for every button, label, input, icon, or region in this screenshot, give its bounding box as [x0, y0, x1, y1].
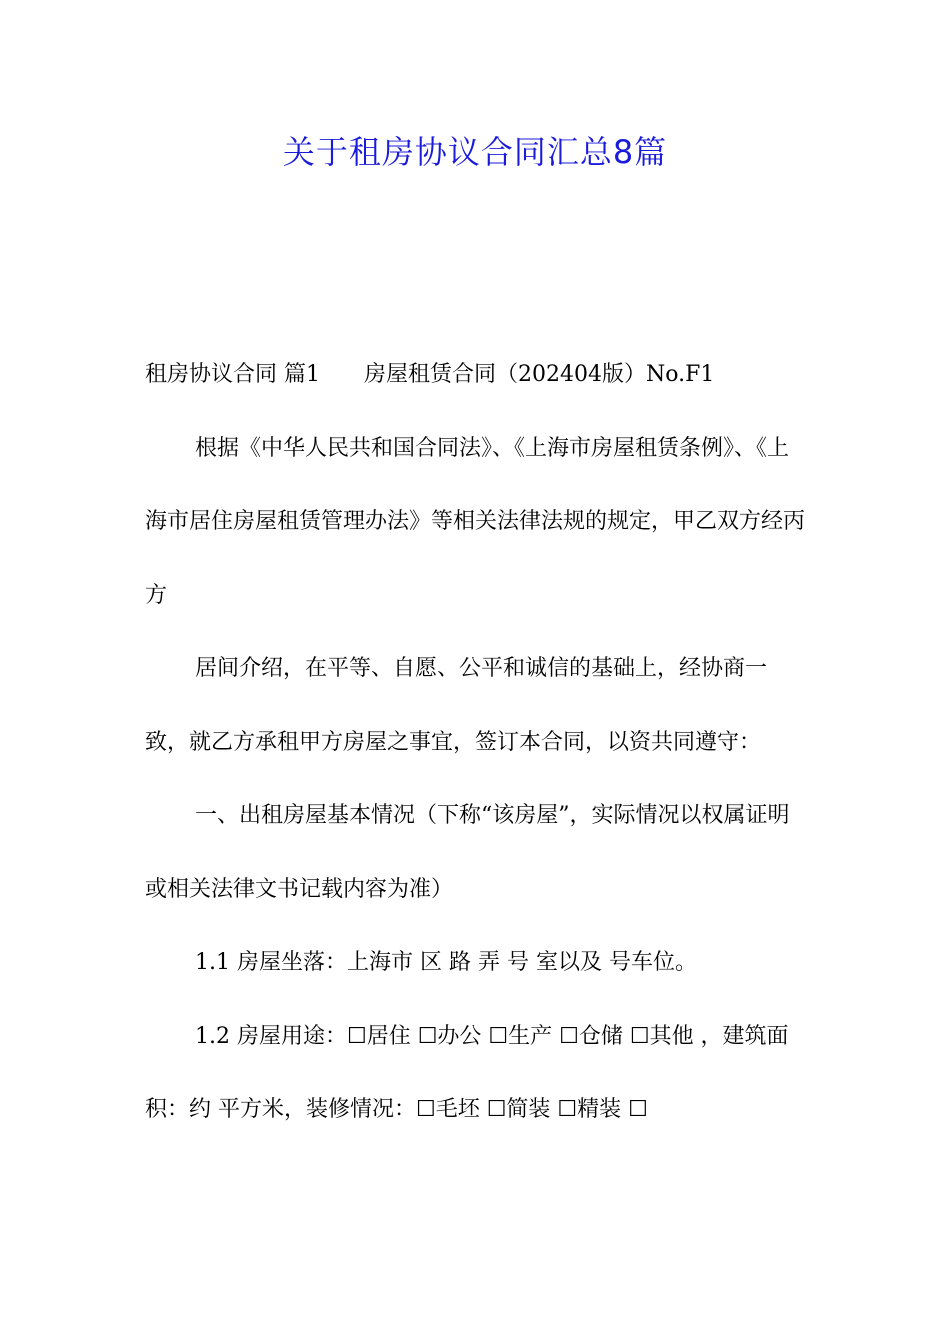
paragraph-clause-1-1: 1.1 房屋坐落：上海市 区 路 弄 号 室以及 号车位。	[195, 950, 697, 975]
paragraph-heading: 租房协议合同 篇1 房屋租赁合同（202404版）No.F1	[145, 362, 715, 387]
document-title: 关于租房协议合同汇总8篇	[282, 133, 668, 171]
paragraph-agreement: 居间介绍，在平等、自愿、公平和诚信的基础上，经协商一致，就乙方承租甲方房屋之事宜，签订本合同，以资共同遵守：	[145, 656, 768, 755]
paragraph-section-1: 一、出租房屋基本情况（下称“该房屋”，实际情况以权属证明或相关法律文书记载内容为准）	[145, 803, 790, 902]
document-body	[145, 338, 810, 1147]
paragraph-clause-1-2: 1.2 房屋用途：☐居住 ☐办公 ☐生产 ☐仓储 ☐其他 ，建筑面积：约 平方米，装修情况：☐毛坯 ☐简装 ☐精装 ☐	[145, 1023, 789, 1122]
paragraph-legal-basis: 根据《中华人民共和国合同法》、《上海市房屋租赁条例》、《上海市居住房屋租赁管理办法》等相关法律法规的规定，甲乙双方经丙方	[145, 435, 806, 608]
